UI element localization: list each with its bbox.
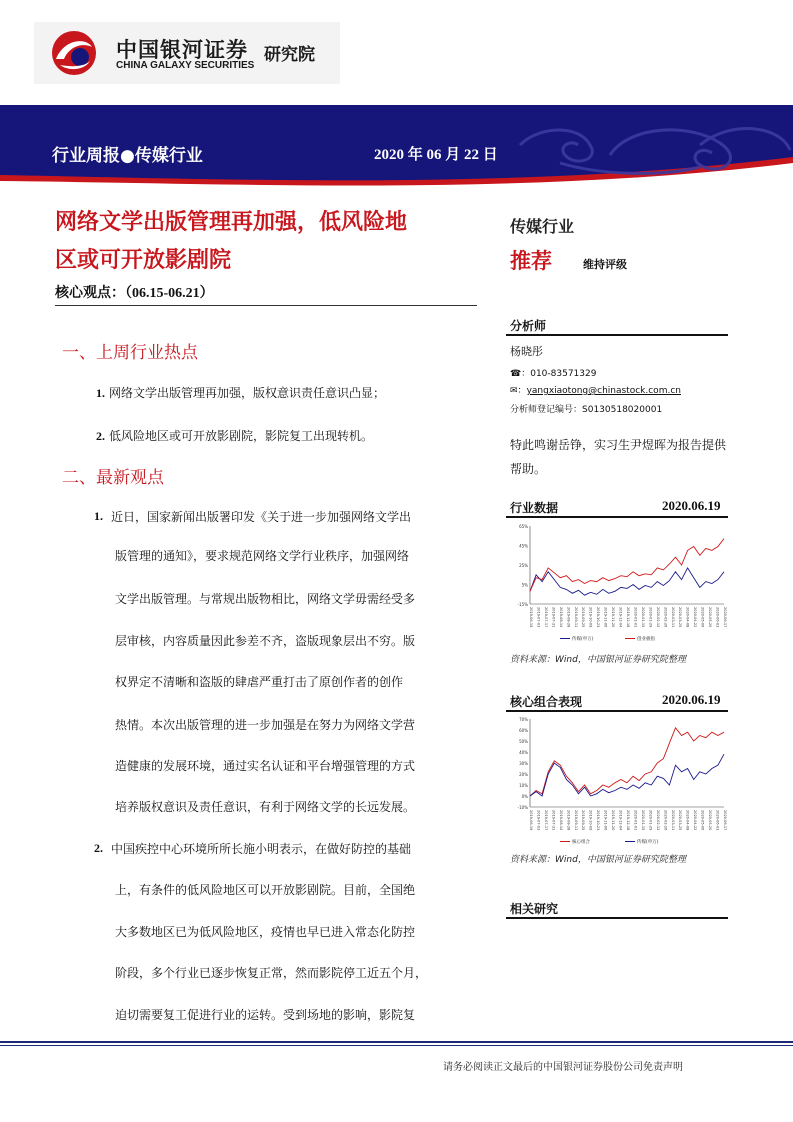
industry-data-date: 2020.06.19 (662, 498, 721, 513)
y-tick-label: -15% (517, 602, 528, 607)
hot-topic-text: 低风险地区或可开放影剧院，影院复工出现转机。 (109, 429, 374, 443)
x-tick-label: 2019-07-03 (536, 810, 541, 831)
x-tick-label: 2019-10-23 (596, 607, 601, 628)
x-tick-label: 2020-06-17 (723, 607, 727, 628)
x-tick-label: 2020-05-20 (708, 607, 713, 628)
analyst-name: 杨晓彤 (510, 345, 543, 358)
series-line (530, 754, 724, 796)
chart-source: 资料来源：Wind，中国银河证券研究院整理 (510, 855, 686, 865)
paragraph-line: 层审核，内容质量因此参差不齐，盗版现象层出不穷。版 (115, 634, 416, 648)
related-research-heading: 相关研究 (510, 902, 559, 916)
y-tick-label: -10% (517, 805, 528, 810)
x-tick-label: 2019-08-14 (558, 810, 563, 831)
title-divider (55, 305, 477, 306)
sidebar-sector: 传媒行业 (510, 217, 575, 236)
y-tick-label: 50% (519, 739, 528, 744)
report-title-line1: 网络文学出版管理再加强，低风险地 (55, 210, 408, 235)
hot-topic-text: 网络文学出版管理再加强，版权意识责任意识凸显； (109, 386, 386, 400)
y-tick-label: 70% (519, 717, 528, 722)
x-tick-label: 2020-06-03 (715, 607, 720, 628)
series-line (530, 539, 724, 592)
x-tick-label: 2019-12-18 (626, 607, 630, 628)
company-logo (34, 22, 340, 84)
x-tick-label: 2019-07-17 (543, 810, 548, 831)
x-tick-label: 2020-02-12 (655, 810, 660, 831)
x-tick-label: 2020-01-29 (648, 607, 653, 628)
paragraph-line: 权界定不清晰和盗版的肆虐严重打击了原创作者的创作 (115, 675, 404, 689)
x-tick-label: 2019-12-04 (618, 607, 623, 628)
y-tick-label: 0% (521, 794, 528, 799)
report-banner (0, 105, 793, 190)
portfolio-heading: 核心组合表现 (510, 695, 583, 709)
industry-data-divider (506, 516, 728, 518)
footer-disclaimer: 请务必阅读正文最后的中国银河证券股份公司免责声明 (443, 1062, 683, 1073)
x-tick-label: 2020-03-11 (670, 810, 675, 831)
x-tick-label: 2019-06-19 (529, 810, 533, 831)
legend-label: 传媒(申万) (637, 840, 659, 845)
phone-number: ：010-83571329 (521, 369, 597, 379)
y-tick-label: 60% (519, 728, 528, 733)
x-tick-label: 2020-01-01 (633, 607, 638, 628)
legend-label: 传媒(申万) (572, 637, 594, 642)
legend-label: 核心组合 (572, 840, 590, 845)
y-tick-label: 10% (519, 783, 528, 788)
x-tick-label: 2019-08-14 (558, 607, 563, 628)
y-tick-label: 40% (519, 750, 528, 755)
analyst-email: ✉：yangxiaotong@chinastock.com.cn (510, 386, 681, 396)
series-line (530, 728, 724, 796)
core-view-range: （06.15-06.21） (125, 286, 214, 301)
paragraph-line: 上，有条件的低风险地区可以开放影剧院。目前，全国绝 (115, 883, 416, 897)
x-tick-label: 2019-09-25 (581, 810, 586, 831)
x-tick-label: 2020-05-06 (700, 810, 705, 831)
legend-label: 创业板指 (637, 637, 655, 642)
logo-chinese-name: 中国银河证券 (116, 38, 248, 62)
rating-badge: 推荐 (510, 249, 552, 273)
section-hot-topics-heading: 一、上周行业热点 (62, 343, 198, 363)
x-tick-label: 2020-04-22 (693, 810, 698, 831)
paragraph-line: 阶段，多个行业已逐步恢复正常，然而影院停工近五个月， (115, 966, 428, 980)
x-tick-label: 2020-01-01 (633, 810, 638, 831)
phone-icon: ☎ (510, 369, 522, 379)
x-tick-label: 2020-05-20 (708, 810, 713, 831)
x-tick-label: 2019-07-31 (551, 607, 556, 628)
x-tick-label: 2020-04-08 (685, 810, 690, 831)
industry-chart (508, 520, 730, 644)
footer-rule-thin (0, 1045, 793, 1046)
report-title (55, 204, 485, 280)
x-tick-label: 2019-10-09 (588, 810, 593, 831)
x-tick-label: 2019-11-20 (611, 607, 616, 628)
x-tick-label: 2020-06-17 (723, 810, 727, 831)
x-tick-label: 2020-05-06 (700, 607, 705, 628)
hot-topic-item (96, 384, 385, 401)
x-tick-label: 2019-09-11 (573, 810, 578, 831)
x-tick-label: 2020-01-15 (640, 810, 645, 831)
x-tick-label: 2019-08-28 (566, 607, 571, 628)
x-tick-label: 2020-03-25 (678, 810, 683, 831)
x-tick-label: 2020-06-03 (715, 810, 720, 831)
x-tick-label: 2020-03-11 (670, 607, 675, 628)
x-tick-label: 2019-10-09 (588, 607, 593, 628)
analyst-cert (510, 402, 662, 415)
paragraph-line: 培养版权意识及责任意识，有利于网络文学的长远发展。 (115, 800, 416, 814)
email-link[interactable]: yangxiaotong@chinastock.com.cn (526, 386, 681, 396)
portfolio-date: 2020.06.19 (662, 692, 721, 707)
analyst-phone (510, 366, 596, 379)
x-tick-label: 2019-11-06 (603, 810, 608, 831)
cert-number: S0130518020001 (582, 405, 663, 415)
x-tick-label: 2020-03-25 (678, 607, 683, 628)
chart-source: 资料来源：Wind，中国银河证券研究院整理 (510, 655, 686, 665)
x-tick-label: 2019-07-03 (536, 607, 541, 628)
x-tick-label: 2020-02-12 (655, 607, 660, 628)
logo-english-name: CHINA GALAXY SECURITIES (116, 60, 255, 71)
analyst-heading: 分析师 (510, 319, 547, 333)
institute-label: 研究院 (264, 45, 315, 65)
series-line (530, 568, 724, 595)
report-date: 2020 年 06 月 22 日 (374, 147, 498, 163)
analyst-divider (506, 334, 728, 336)
paragraph-line: 近日，国家新闻出版署印发《关于进一步加强网络文学出 (111, 510, 412, 524)
hot-topic-item (96, 427, 373, 444)
portfolio-chart-svg (508, 713, 730, 847)
point-number: 2. (94, 841, 103, 855)
industry-chart-svg (508, 520, 730, 644)
x-tick-label: 2019-08-28 (566, 810, 571, 831)
x-tick-label: 2019-11-06 (603, 607, 608, 628)
x-tick-label: 2020-04-08 (685, 607, 690, 628)
paragraph-line: 中国疾控中心环境所所长施小明表示，在做好防控的基础 (111, 842, 412, 856)
galaxy-logo-icon (50, 29, 98, 77)
y-tick-label: 30% (519, 761, 528, 766)
footer-rule (0, 1041, 793, 1043)
x-tick-label: 2019-10-23 (596, 810, 601, 831)
paragraph-line: 大多数地区已为低风险地区，疫情也早已进入常态化防控 (115, 925, 416, 939)
y-tick-label: 45% (519, 543, 528, 549)
paragraph-line: 热情。本次出版管理的进一步加强是在努力为网络文学营 (115, 718, 416, 732)
cert-label: 分析师登记编号： (510, 405, 583, 415)
x-tick-label: 2020-02-26 (663, 810, 668, 831)
paragraph-line: 迫切需要复工促进行业的运转。受到场地的影响，影院复 (115, 1008, 416, 1022)
point-number: 1. (94, 509, 103, 523)
paragraph-line: 造健康的发展环境，通过实名认证和平台增强管理的方式 (115, 759, 416, 773)
x-tick-label: 2020-04-22 (693, 607, 698, 628)
portfolio-divider (506, 710, 728, 712)
paragraph-line: 版管理的通知》，要求规范网络文学行业秩序，加强网络 (115, 549, 410, 563)
y-tick-label: 25% (519, 563, 528, 568)
x-tick-label: 2020-02-26 (663, 607, 668, 628)
core-view-text: 核心观点： (55, 285, 125, 301)
x-tick-label: 2020-01-15 (640, 607, 645, 628)
hot-topic-num: 2. (96, 429, 105, 443)
x-tick-label: 2019-12-04 (618, 810, 623, 831)
rating-note: 维持评级 (583, 258, 627, 271)
x-tick-label: 2019-06-19 (529, 607, 533, 628)
portfolio-chart (508, 713, 730, 847)
x-tick-label: 2019-12-18 (626, 810, 630, 831)
x-tick-label: 2019-09-25 (581, 607, 586, 628)
report-type: 行业周报●传媒行业 (52, 146, 203, 166)
report-title-line2: 区或可开放影剧院 (55, 248, 232, 273)
core-view-label (55, 282, 214, 302)
x-tick-label: 2020-01-29 (648, 810, 653, 831)
acknowledgement: 特此鸣谢岳铮，实习生尹煜晖为报告提供帮助。 (510, 438, 727, 476)
y-tick-label: 65% (519, 524, 528, 529)
paragraph-line: 文学出版管理。与常规出版物相比，网络文学毋需经受多 (115, 592, 416, 606)
section-latest-views-heading: 二、最新观点 (62, 468, 164, 488)
x-tick-label: 2019-07-31 (551, 810, 556, 831)
hot-topic-num: 1. (96, 386, 105, 400)
y-tick-label: 5% (521, 582, 528, 588)
industry-data-heading: 行业数据 (510, 501, 559, 515)
x-tick-label: 2019-11-20 (611, 810, 616, 831)
x-tick-label: 2019-09-11 (573, 607, 578, 628)
email-icon: ✉ (510, 386, 518, 396)
related-research-divider (506, 917, 728, 919)
y-tick-label: 20% (519, 772, 528, 777)
x-tick-label: 2019-07-17 (543, 607, 548, 628)
